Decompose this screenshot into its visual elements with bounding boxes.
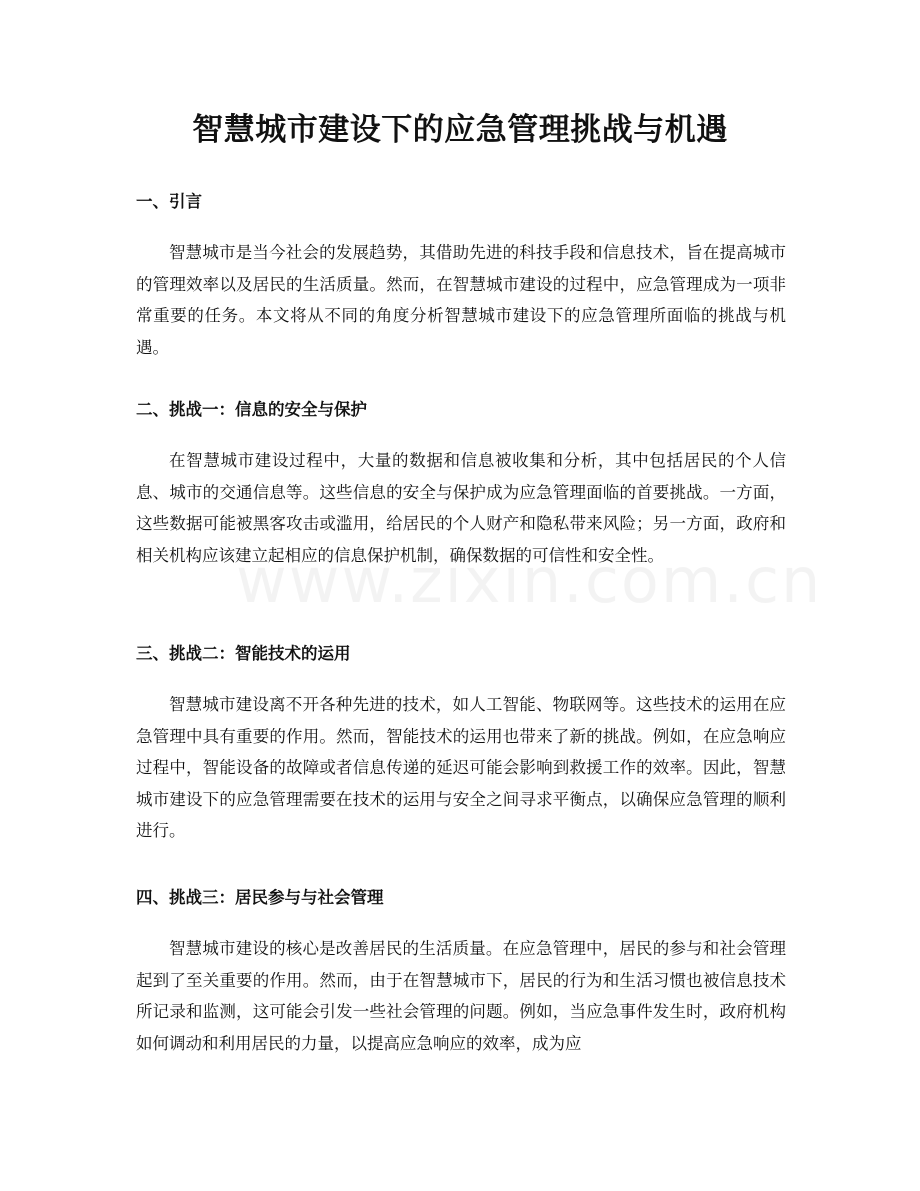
- section-paragraph-challenge-3: 智慧城市建设的核心是改善居民的生活质量。在应急管理中，居民的参与和社会管理起到了至关重要的作用。然而，由于在智慧城市下，居民的行为和生活习惯也被信息技术所记录和监测，这可能会引发一些社会管理的问题。例如，当应急事件发生时，政府机构如何调动和利用居民的力量，以提高应急响应的效率，成为应: [136, 939, 786, 1053]
- section-paragraph-challenge-1: 在智慧城市建设过程中，大量的数据和信息被收集和分析，其中包括居民的个人信息、城市的交通信息等。这些信息的安全与保护成为应急管理面临的首要挑战。一方面，这些数据可能被黑客攻击或滥用，给居民的个人财产和隐私带来风险；另一方面，政府和相关机构应该建立起相应的信息保护机制，确保数据的可信性和安全性。: [136, 451, 786, 565]
- section-heading-challenge-3: 四、挑战三：居民参与与社会管理: [136, 888, 384, 907]
- section-paragraph-challenge-2: 智慧城市建设离不开各种先进的技术，如人工智能、物联网等。这些技术的运用在应急管理中具有重要的作用。然而，智能技术的运用也带来了新的挑战。例如，在应急响应过程中，智能设备的故障或者信息传递的延迟可能会影响到救援工作的效率。因此，智慧城市建设下的应急管理需要在技术的运用与安全之间寻求平衡点，以确保应急管理的顺利进行。: [136, 695, 786, 840]
- section-heading-introduction: 一、引言: [136, 192, 202, 211]
- section-heading-challenge-1: 二、挑战一：信息的安全与保护: [136, 400, 367, 419]
- section-paragraph-introduction: 智慧城市是当今社会的发展趋势，其借助先进的科技手段和信息技术，旨在提高城市的管理效率以及居民的生活质量。然而，在智慧城市建设的过程中，应急管理成为一项非常重要的任务。本文将从不同的角度分析智慧城市建设下的应急管理所面临的挑战与机遇。: [136, 243, 786, 357]
- section-heading-challenge-2: 三、挑战二：智能技术的运用: [136, 644, 351, 663]
- document-title: 智慧城市建设下的应急管理挑战与机遇: [192, 112, 728, 148]
